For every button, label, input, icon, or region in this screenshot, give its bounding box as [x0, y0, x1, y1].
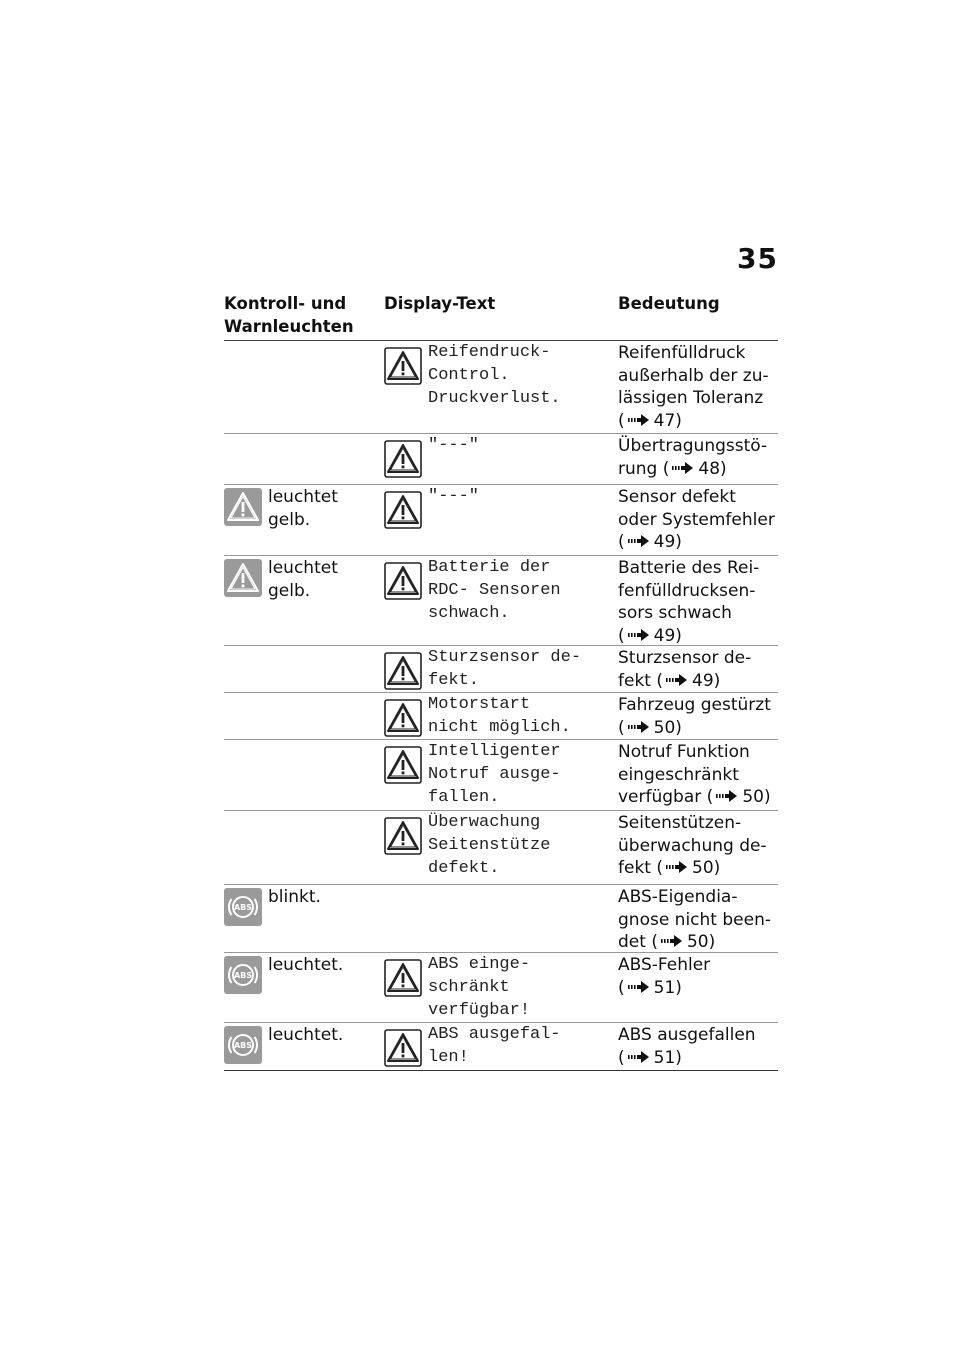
page-reference-number: 50 — [742, 787, 764, 808]
arrow-right-icon — [672, 459, 694, 482]
meaning-cell — [618, 485, 778, 555]
page-reference-link[interactable]: ( 51) — [618, 978, 682, 998]
warning-light-cell — [224, 811, 384, 884]
page-reference-number: 50 — [686, 932, 709, 953]
page-reference-number: 51 — [653, 1047, 676, 1068]
table-row — [224, 556, 778, 646]
page-number: 35 — [737, 242, 778, 275]
display-text-cell — [384, 885, 618, 952]
meaning-text: Seitenstützen-überwachung de-fekt — [618, 813, 767, 879]
display-message: Batterie der RDC- Sensoren schwach. — [428, 558, 561, 623]
display-message: Überwachung Seitenstütze defekt. — [428, 813, 551, 878]
warning-triangle-icon — [384, 746, 422, 784]
lamp-state-text: leuchtet gelb. — [268, 487, 338, 530]
abs-lamp-icon — [224, 1026, 262, 1064]
warning-light-cell — [224, 953, 384, 1022]
meaning-cell — [618, 693, 778, 739]
page-reference-link[interactable]: ( 47) — [618, 411, 682, 431]
lamp-state-text: blinkt. — [268, 887, 321, 907]
arrow-right-icon — [628, 626, 650, 646]
meaning-text: Sensor defekt oder Systemfehler — [618, 487, 775, 530]
table-row — [224, 341, 778, 434]
page-reference-number: 48 — [698, 458, 721, 479]
meaning-text: Batterie des Rei-fenfülldrucksen-sors schwach — [618, 558, 760, 624]
meaning-cell — [618, 1023, 778, 1070]
lamp-state-text: leuchtet. — [268, 955, 344, 975]
display-message: ABS ausgefal- len! — [428, 1025, 561, 1067]
arrow-right-icon — [628, 411, 650, 434]
page-reference-link[interactable]: ( 50) — [618, 718, 682, 738]
page-reference-number: 50 — [692, 858, 714, 879]
meaning-cell — [618, 811, 778, 884]
meaning-text: Übertragungsstö-rung — [618, 436, 768, 479]
page-reference-link[interactable]: ( 50) — [656, 858, 720, 878]
arrow-right-icon — [628, 978, 650, 1001]
display-text-cell — [384, 740, 618, 810]
display-message: "---" — [428, 487, 480, 506]
lamp-state-text: leuchtet. — [268, 1025, 344, 1045]
meaning-text: Reifenfülldruck außerhalb der zu-lässigen Toleranz — [618, 343, 769, 409]
arrow-right-icon — [661, 932, 683, 953]
warning-light-cell — [224, 556, 384, 645]
page-reference-number: 49 — [653, 532, 676, 553]
table-row — [224, 885, 778, 953]
table-header — [224, 292, 778, 341]
header-display-text: Display-Text — [384, 294, 496, 313]
warning-triangle-icon — [384, 959, 422, 997]
arrow-right-icon — [628, 1048, 650, 1071]
display-text-cell — [384, 1023, 618, 1070]
warning-triangle-icon — [384, 1029, 422, 1067]
warning-lamp-icon — [224, 488, 262, 526]
warning-triangle-icon — [384, 817, 422, 855]
meaning-text: Fahrzeug gestürzt — [618, 695, 771, 715]
warning-lamp-icon — [224, 559, 262, 597]
meaning-cell — [618, 953, 778, 1022]
display-message: Intelligenter Notruf ausge- fallen. — [428, 742, 561, 807]
meaning-text: ABS-Fehler — [618, 955, 711, 975]
display-text-cell — [384, 811, 618, 884]
meaning-cell — [618, 740, 778, 810]
table-row — [224, 434, 778, 485]
meaning-cell — [618, 885, 778, 952]
abs-label: ABS — [233, 903, 253, 912]
abs-lamp-icon — [224, 956, 262, 994]
warning-light-cell — [224, 740, 384, 810]
arrow-right-icon — [716, 787, 738, 810]
display-text-cell — [384, 693, 618, 739]
meaning-cell — [618, 434, 778, 484]
page-reference-link[interactable]: ( 49) — [656, 671, 720, 691]
display-message: Reifendruck- Control. Druckverlust. — [428, 343, 561, 408]
page-reference-number: 51 — [653, 977, 676, 998]
table-row — [224, 811, 778, 885]
warning-table — [224, 292, 778, 1071]
arrow-right-icon — [666, 858, 688, 881]
meaning-cell — [618, 341, 778, 433]
warning-light-cell — [224, 646, 384, 692]
warning-triangle-icon — [384, 699, 422, 737]
meaning-cell — [618, 556, 778, 645]
page-reference-link[interactable]: ( 51) — [618, 1048, 682, 1068]
header-warning-lights: Kontroll- und Warnleuchten — [224, 294, 354, 336]
warning-triangle-icon — [384, 652, 422, 690]
warning-light-cell — [224, 434, 384, 484]
abs-label: ABS — [233, 971, 253, 980]
page-reference-link[interactable]: ( 50) — [651, 932, 715, 952]
display-text-cell — [384, 434, 618, 484]
table-row — [224, 485, 778, 556]
meaning-text: Notruf Funktion eingeschränkt verfügbar — [618, 742, 750, 808]
page-reference-link[interactable]: ( 48) — [663, 459, 727, 479]
meaning-text: ABS ausgefallen — [618, 1025, 756, 1045]
warning-light-cell — [224, 885, 384, 952]
lamp-state-text: leuchtet gelb. — [268, 558, 338, 601]
meaning-cell — [618, 646, 778, 692]
table-body — [224, 341, 778, 1071]
display-text-cell — [384, 953, 618, 1022]
warning-triangle-icon — [384, 347, 422, 385]
table-row — [224, 693, 778, 740]
warning-light-cell — [224, 1023, 384, 1070]
abs-lamp-icon — [224, 888, 262, 926]
display-text-cell — [384, 341, 618, 433]
page-reference-number: 49 — [653, 625, 676, 646]
display-message: Sturzsensor de- fekt. — [428, 648, 582, 690]
display-message: ABS einge- schränkt verfügbar! — [428, 955, 531, 1020]
warning-light-cell — [224, 341, 384, 433]
abs-label: ABS — [233, 1041, 253, 1050]
arrow-right-icon — [666, 671, 688, 693]
warning-light-cell — [224, 485, 384, 555]
warning-triangle-icon — [384, 440, 422, 478]
header-meaning: Bedeutung — [618, 294, 720, 313]
display-message: Motorstart nicht möglich. — [428, 695, 571, 737]
table-row — [224, 646, 778, 693]
meaning-text: ABS-Eigendia-gnose nicht been-det — [618, 887, 771, 953]
warning-light-cell — [224, 693, 384, 739]
meaning-text: Sturzsensor de-fekt — [618, 648, 752, 691]
table-row — [224, 953, 778, 1023]
arrow-right-icon — [628, 718, 650, 740]
page-reference-link[interactable]: ( 49) — [618, 626, 682, 646]
page-reference-number: 50 — [653, 717, 676, 738]
page-reference-number: 49 — [692, 670, 714, 691]
display-message: "---" — [428, 436, 480, 455]
page-reference-number: 47 — [653, 410, 676, 431]
table-row — [224, 1023, 778, 1071]
display-text-cell — [384, 556, 618, 645]
arrow-right-icon — [628, 532, 650, 555]
page-reference-link[interactable]: ( 50) — [707, 787, 771, 807]
table-row — [224, 740, 778, 811]
display-text-cell — [384, 485, 618, 555]
warning-triangle-icon — [384, 562, 422, 600]
warning-triangle-icon — [384, 491, 422, 529]
display-text-cell — [384, 646, 618, 692]
page-reference-link[interactable]: ( 49) — [618, 532, 682, 552]
